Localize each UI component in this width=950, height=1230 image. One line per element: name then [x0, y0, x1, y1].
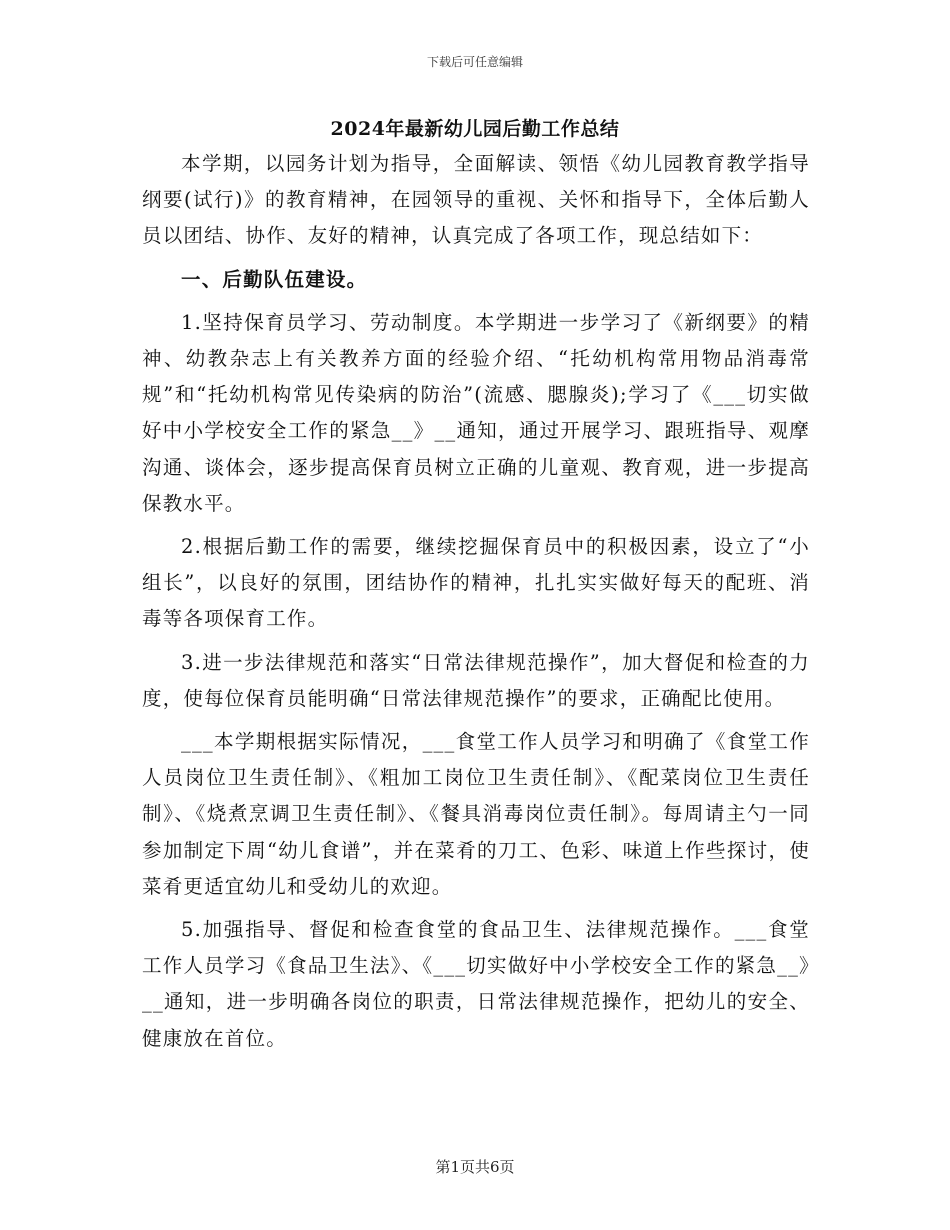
page-number-footer: 第1页共6页: [435, 1158, 515, 1176]
document-title: 2024年最新幼儿园后勤工作总结: [330, 118, 620, 140]
intro-paragraph: 本学期，以园务计划为指导，全面解读、领悟《幼儿园教育教学指导纲要(试行)》的教育精神，在园领导的重视、关怀和指导下，全体后勤人员以团结、协作、友好的精神，认真完成了各项工作，现总结如下：: [142, 152, 810, 248]
body-paragraph-5: 5.加强指导、督促和检查食堂的食品卫生、法律规范操作。___食堂工作人员学习《食品卫生法》、《___切实做好中小学校安全工作的紧急__》__通知，进一步明确各岗位的职责，日常法律规范操作，把幼儿的安全、健康放在首位。: [142, 918, 810, 1050]
section-heading: 一、后勤队伍建设。: [181, 267, 368, 291]
body-paragraph-3: 3.进一步法律规范和落实“日常法律规范操作”，加大督促和检查的力度，使每位保育员能明确“日常法律规范操作”的要求，正确配比使用。: [142, 650, 810, 710]
header-note: 下载后可任意编辑: [426, 55, 523, 69]
body-paragraph-4: ___本学期根据实际情况，___食堂工作人员学习和明确了《食堂工作人员岗位卫生责任制》、《粗加工岗位卫生责任制》、《配菜岗位卫生责任制》、《烧煮烹调卫生责任制》、《餐具消毒岗位责任制》。每周请主勺一同参加制定下周“幼儿食谱”，并在菜肴的刀工、色彩、味道上作些探讨，使菜肴更适宜幼儿和受幼儿的欢迎。: [142, 730, 810, 898]
body-paragraph-2: 2.根据后勤工作的需要，继续挖掘保育员中的积极因素，设立了“小组长”，以良好的氛围，团结协作的精神，扎扎实实做好每天的配班、消毒等各项保育工作。: [142, 535, 810, 631]
body-paragraph-1: 1.坚持保育员学习、劳动制度。本学期进一步学习了《新纲要》的精神、幼教杂志上有关教养方面的经验介绍、“托幼机构常用物品消毒常规”和“托幼机构常见传染病的防治”(流感、腮腺炎);学习了《___切实做好中小学校安全工作的紧急__》__通知，通过开展学习、跟班指导、观摩沟通、谈体会，逐步提高保育员树立正确的儿童观、教育观，进一步提高保教水平。: [142, 310, 810, 515]
document-body: [142, 146, 810, 1057]
